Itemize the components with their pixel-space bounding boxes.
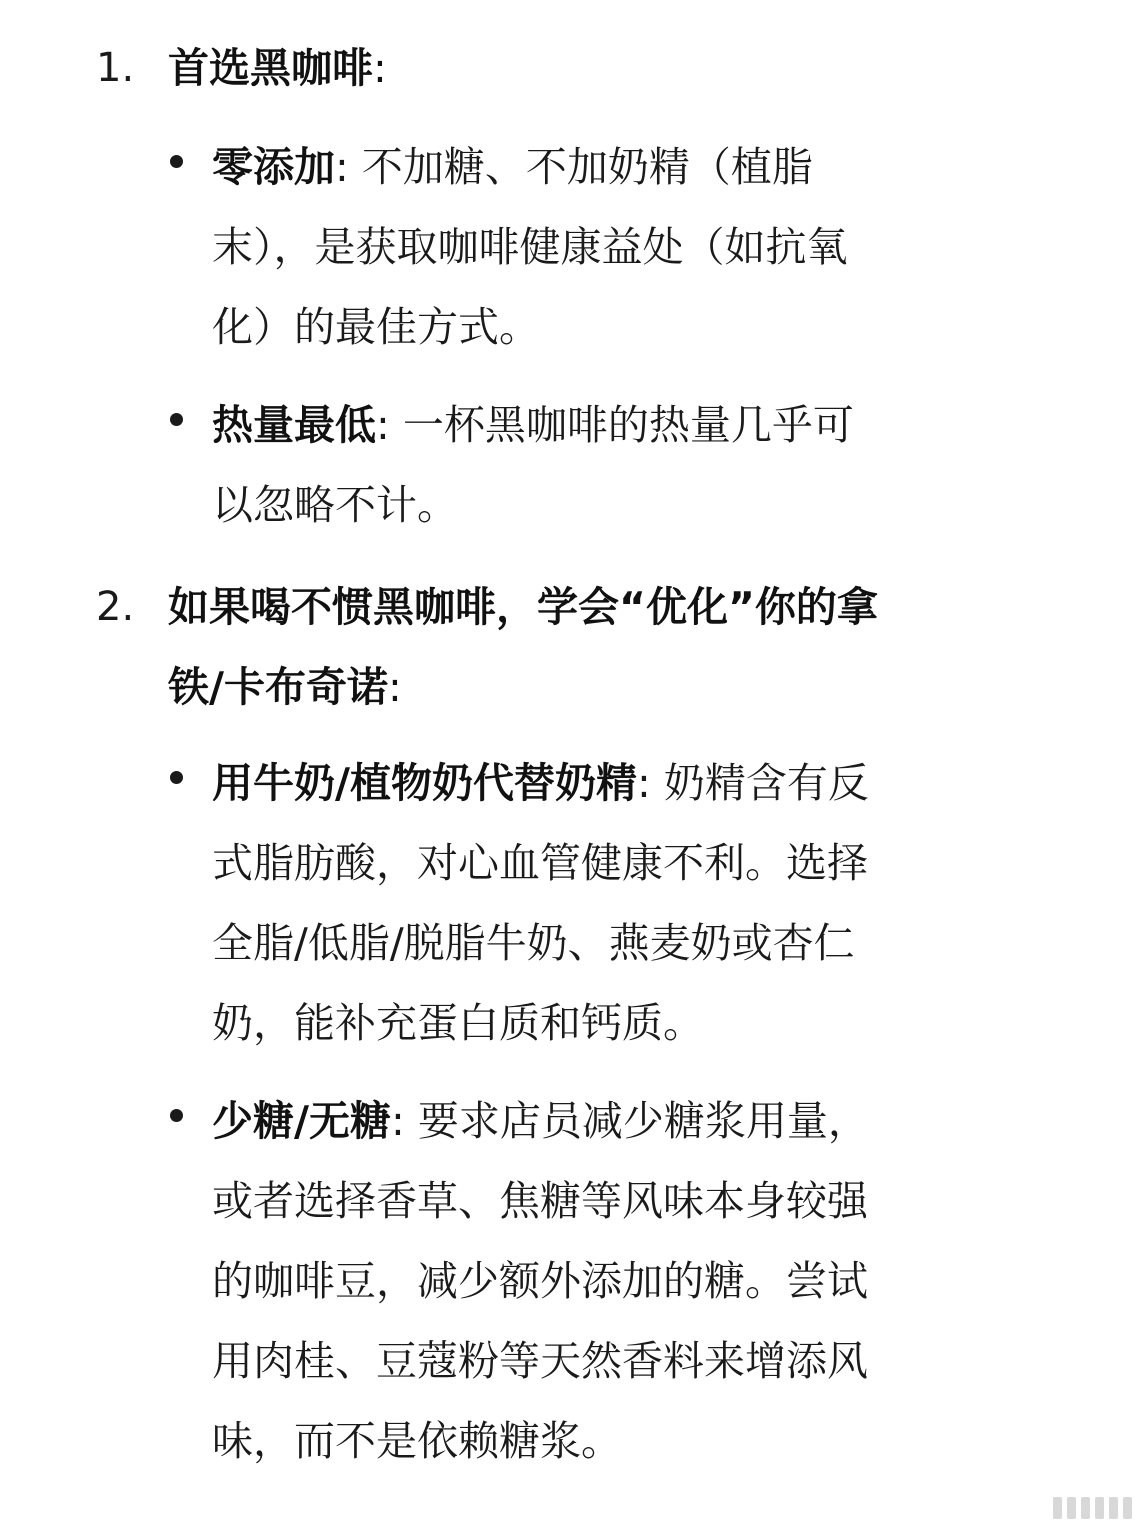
bullet-dot-icon (170, 1109, 183, 1122)
section-number: 1. (96, 45, 135, 91)
bullet-colon: : (376, 401, 390, 449)
bullet-line: 化）的最佳方式。 (212, 303, 540, 351)
bullet-line: 全脂/低脂/脱脂牛奶、燕麦奶或杏仁 (212, 919, 855, 967)
heading-colon: : (373, 44, 387, 92)
bullet-line: 或者选择香草、焦糖等风味本身较强 (212, 1177, 868, 1225)
watermark-icon (1053, 1497, 1132, 1519)
bullet-dot-icon (170, 155, 183, 168)
bullet-colon: : (636, 759, 651, 807)
heading-text: 首选黑咖啡 (168, 44, 373, 92)
bullet-line: 以忽略不计。 (212, 481, 458, 529)
bullet-line: 用肉桂、豆蔻粉等天然香料来增添风 (212, 1337, 868, 1385)
bullet-dot-icon (170, 771, 183, 784)
bullet-dot-icon (170, 413, 183, 426)
bullet-line: 的咖啡豆，减少额外添加的糖。尝试 (212, 1257, 868, 1305)
section-heading (168, 28, 1048, 108)
bullet-text (212, 743, 1032, 1063)
bullet-text (212, 1081, 1032, 1481)
bullet-line: 一杯黑咖啡的热量几乎可 (402, 401, 854, 449)
bullet-term: 热量最低 (212, 401, 376, 449)
bullet-line: 末），是获取咖啡健康益处（如抗氧 (212, 223, 848, 271)
section-heading (168, 567, 1048, 727)
bullet-colon: : (390, 1097, 405, 1145)
bullet-text (212, 385, 1032, 545)
bullet-line: 奶精含有反 (663, 759, 869, 807)
section-number: 2. (96, 584, 135, 630)
bullet-text (212, 127, 1032, 367)
bullet-term: 用牛奶/植物奶代替奶精 (212, 759, 637, 807)
heading-line: 铁/卡布奇诺 (168, 663, 388, 711)
bullet-line: 要求店员减少糖浆用量， (417, 1097, 869, 1145)
bullet-line: 式脂肪酸，对心血管健康不利。选择 (212, 839, 868, 887)
bullet-term: 少糖/无糖 (212, 1097, 391, 1145)
bullet-line: 不加糖、不加奶精（植脂 (361, 143, 813, 191)
heading-line: 如果喝不惯黑咖啡，学会“优化”你的拿 (168, 583, 878, 631)
bullet-colon: : (335, 143, 349, 191)
heading-colon: : (387, 663, 402, 711)
bullet-term: 零添加 (212, 143, 335, 191)
bullet-line: 奶，能补充蛋白质和钙质。 (212, 999, 704, 1047)
bullet-line: 味，而不是依赖糖浆。 (212, 1417, 622, 1465)
